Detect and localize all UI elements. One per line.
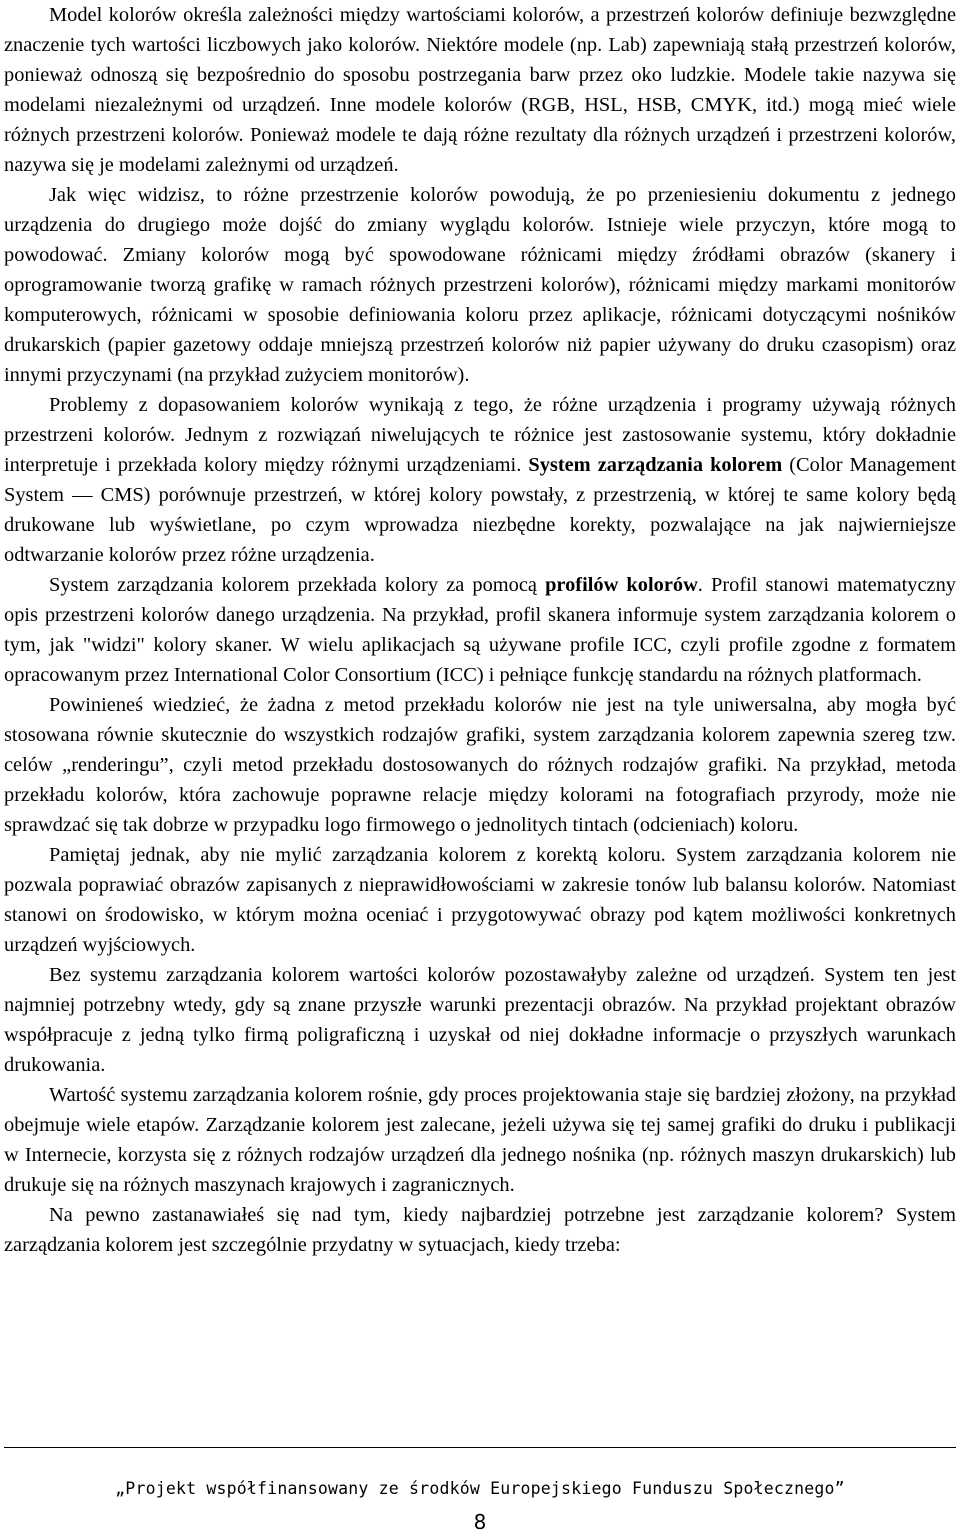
paragraph-text: Na pewno zastanawiałeś się nad tym, kiedy najbardziej potrzebne jest zarządzanie kolorem? System zarządzania kolorem jest szczególnie przydatny w sytuacjach, kiedy trzeba: <box>4 1204 956 1256</box>
paragraph <box>4 390 956 570</box>
paragraph <box>4 1080 956 1200</box>
paragraph-text: Pamiętaj jednak, aby nie mylić zarządzania kolorem z korektą koloru. System zarządzania kolorem nie pozwala poprawiać obrazów zapisanych z nieprawidłowościami w zakresie tonów lub balansu kolorów. Natomiast stanowi on środowisko, w którym można oceniać i przygotowywać obrazy pod kątem możliwości konkretnych urządzeń wyjściowych. <box>4 844 956 956</box>
page-number: 8 <box>473 1510 487 1534</box>
paragraph-text: Powinieneś wiedzieć, że żadna z metod przekładu kolorów nie jest na tyle uniwersalna, aby mogła być stosowana równie skutecznie do wszystkich rodzajów grafiki, system zarządzania kolorem zapewnia szereg tzw. celów „renderingu”, czyli metod przekładu dostosowanych do różnych rodzajów grafiki. Na przykład, metoda przekładu kolorów, która zachowuje poprawne relacje między kolorami na fotografiach przyrody, może nie sprawdzać się tak dobrze w przypadku logo firmowego o jednolitych tintach (odcieniach) koloru. <box>4 694 956 836</box>
paragraph <box>4 960 956 1080</box>
paragraph <box>4 180 956 390</box>
paragraph-text: Wartość systemu zarządzania kolorem rośnie, gdy proces projektowania staje się bardziej złożony, na przykład obejmuje wiele etapów. Zarządzanie kolorem jest zalecane, jeżeli używa się tej samej grafiki do druku i publikacji w Internecie, korzysta się z różnych rodzajów urządzeń dla jednego nośnika (np. różnych maszyn drukarskich) lub drukuje się na różnych maszynach krajowych i zagranicznych. <box>4 1084 956 1196</box>
paragraph-text: . Profil stanowi matematyczny opis przestrzeni kolorów danego urządzenia. Na przykład, profil skanera informuje system zarządzania kolorem o tym, jak "widzi" kolory skaner. W wielu aplikacjach są używane profile ICC, czyli profile zgodne z formatem opracowanym przez International Color Consortium (ICC) i pełniące funkcję standardu na różnych platformach. <box>4 574 956 686</box>
paragraph-text: (Color Management System — CMS) porównuje przestrzeń, w której kolory powstały, z przestrzenią, w której te same kolory będą drukowane lub wyświetlane, po czym wprowadza niezbędne korekty, pozwalające na jak najwierniejsze odtwarzanie kolorów przez różne urządzenia. <box>4 454 956 566</box>
paragraph-text: Jak więc widzisz, to różne przestrzenie kolorów powodują, że po przeniesieniu dokumentu z jednego urządzenia do drugiego może dojść do zmiany wyglądu kolorów. Istnieje wiele przyczyn, które mogą to powodować. Zmiany kolorów mogą być spowodowane różnicami między źródłami obrazów (skanery i oprogramowanie tworzą grafikę w ramach różnych przestrzeni kolorów), różnicami między markami monitorów komputerowych, różnicami w sposobie definiowania koloru przez aplikacje, różnicami dotyczącymi nośników drukarskich (papier gazetowy oddaje mniejszą przestrzeń kolorów niż papier używany do druku czasopism) oraz innymi przyczynami (na przykład zużyciem monitorów). <box>4 184 956 386</box>
footer-divider <box>4 1447 956 1448</box>
paragraph-text: Bez systemu zarządzania kolorem wartości kolorów pozostawałyby zależne od urządzeń. System ten jest najmniej potrzebny wtedy, gdy są znane przyszłe warunki prezentacji obrazów. Na przykład projektant obrazów współpracuje z jedną tylko firmą poligraficzną i uzyskał od niej dokładne informacje o przyszłych warunkach drukowania. <box>4 964 956 1076</box>
bold-term: System zarządzania kolorem <box>528 454 783 476</box>
paragraph <box>4 0 956 180</box>
bold-term: profilów kolorów <box>545 574 698 596</box>
paragraph <box>4 1200 956 1260</box>
paragraph-text: Model kolorów określa zależności między wartościami kolorów, a przestrzeń kolorów definiuje bezwzględne znaczenie tych wartości liczbowych jako kolorów. Niektóre modele (np. Lab) zapewniają stałą przestrzeń kolorów, ponieważ odnoszą się bezpośrednio do sposobu postrzegania barw przez oko ludzkie. Modele takie nazywa się modelami niezależnymi od urządzeń. Inne modele kolorów (RGB, HSL, HSB, CMYK, itd.) mogą mieć wiele różnych przestrzeni kolorów. Ponieważ modele te dają różne rezultaty dla różnych urządzeń i przestrzeni kolorów, nazywa się je modelami zależnymi od urządzeń. <box>4 4 956 176</box>
footer-funding-note: „Projekt współfinansowany ze środków Europejskiego Funduszu Społecznego” <box>115 1479 845 1498</box>
document-body <box>4 0 956 1260</box>
paragraph <box>4 690 956 840</box>
paragraph-text: Problemy z dopasowaniem kolorów wynikają z tego, że różne urządzenia i programy używają różnych przestrzeni kolorów. Jednym z rozwiązań niwelujących te różnice jest zastosowanie systemu, który dokładnie interpretuje i przekłada kolory między różnymi urządzeniami. <box>4 394 956 476</box>
paragraph <box>4 570 956 690</box>
paragraph-text: System zarządzania kolorem przekłada kolory za pomocą <box>49 574 546 596</box>
paragraph <box>4 840 956 960</box>
document-page <box>4 0 956 1260</box>
